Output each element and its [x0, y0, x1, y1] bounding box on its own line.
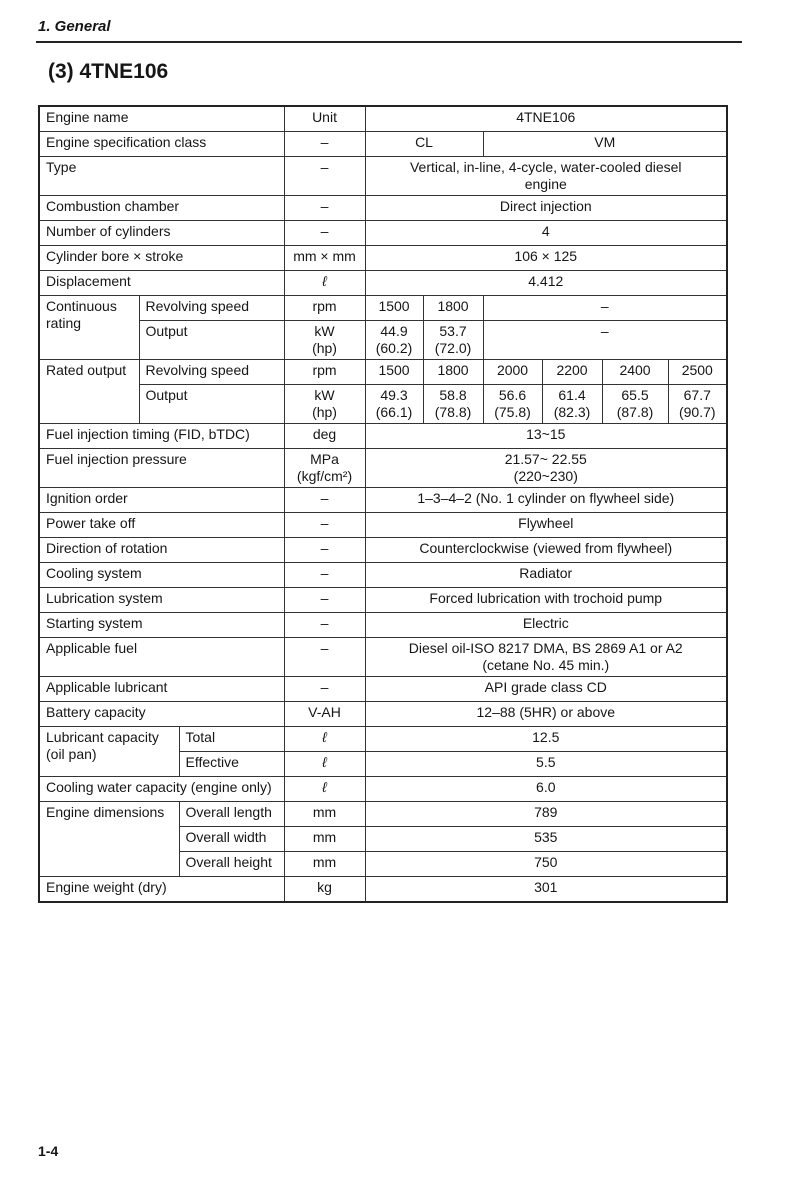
value-line: (72.0)	[434, 340, 472, 356]
value: 1–3–4–2 (No. 1 cylinder on flywheel side)	[365, 488, 727, 513]
value: –	[483, 321, 727, 360]
row-label	[39, 727, 179, 777]
row-label: Applicable fuel	[39, 638, 284, 677]
sub-label: Overall length	[179, 802, 284, 827]
row-label: Battery capacity	[39, 702, 284, 727]
value-line: 21.57~ 22.55	[504, 451, 587, 467]
value	[365, 449, 727, 488]
value	[365, 321, 423, 360]
table-row	[39, 802, 727, 827]
sub-label: Revolving speed	[139, 360, 284, 385]
table-row	[39, 777, 727, 802]
value-line: Vertical, in-line, 4-cycle, water-cooled diesel	[409, 159, 682, 175]
value: 6.0	[365, 777, 727, 802]
unit: –	[284, 638, 365, 677]
row-label: Rated output	[39, 360, 139, 424]
value: 1500	[365, 360, 423, 385]
value: 1800	[423, 296, 483, 321]
value: 2000	[483, 360, 542, 385]
value: 535	[365, 827, 727, 852]
row-label: Type	[39, 157, 284, 196]
header-rule	[36, 41, 742, 43]
value-line: (78.8)	[434, 404, 472, 420]
value: Electric	[365, 613, 727, 638]
value: 2400	[602, 360, 668, 385]
value: 1500	[365, 296, 423, 321]
table-row	[39, 360, 727, 385]
unit-line: MPa	[310, 451, 339, 467]
value: 5.5	[365, 752, 727, 777]
value: 2500	[668, 360, 727, 385]
value-line: (cetane No. 45 min.)	[482, 657, 610, 673]
table-row	[39, 106, 727, 132]
row-label: Cooling system	[39, 563, 284, 588]
unit: –	[284, 613, 365, 638]
unit-line: kW	[314, 323, 335, 339]
sub-label: Total	[179, 727, 284, 752]
value: 12.5	[365, 727, 727, 752]
unit: –	[284, 588, 365, 613]
label-line: Continuous	[46, 298, 117, 314]
label-line: Lubricant capacity	[46, 729, 159, 745]
unit	[284, 449, 365, 488]
unit-line: (kgf/cm²)	[296, 468, 353, 484]
row-label: Direction of rotation	[39, 538, 284, 563]
value: 4.412	[365, 271, 727, 296]
unit-header: Unit	[284, 106, 365, 132]
table-row	[39, 385, 727, 424]
value: Counterclockwise (viewed from flywheel)	[365, 538, 727, 563]
value: 106 × 125	[365, 246, 727, 271]
table-row	[39, 702, 727, 727]
row-label: Engine specification class	[39, 132, 284, 157]
value-line: 53.7	[439, 323, 467, 339]
value	[365, 638, 727, 677]
unit: –	[284, 488, 365, 513]
unit: –	[284, 132, 365, 157]
value: 1800	[423, 360, 483, 385]
sub-label: Output	[139, 321, 284, 360]
value: 2200	[542, 360, 602, 385]
unit: –	[284, 196, 365, 221]
unit: mm	[284, 827, 365, 852]
spec-table	[38, 105, 728, 903]
table-row	[39, 246, 727, 271]
row-label: Engine dimensions	[39, 802, 179, 877]
row-label: Fuel injection timing (FID, bTDC)	[39, 424, 284, 449]
value-line: (220~230)	[513, 468, 578, 484]
sub-label: Overall width	[179, 827, 284, 852]
value: 12–88 (5HR) or above	[365, 702, 727, 727]
table-row	[39, 877, 727, 903]
table-row	[39, 196, 727, 221]
page-title: (3) 4TNE106	[48, 60, 169, 83]
table-row	[39, 513, 727, 538]
value: 301	[365, 877, 727, 903]
value-line: (60.2)	[375, 340, 413, 356]
value	[542, 385, 602, 424]
row-label: Cylinder bore × stroke	[39, 246, 284, 271]
unit: ℓ	[284, 271, 365, 296]
value: 750	[365, 852, 727, 877]
table-row	[39, 727, 727, 752]
table-row	[39, 271, 727, 296]
table-row	[39, 488, 727, 513]
unit: –	[284, 677, 365, 702]
value-line: engine	[524, 176, 567, 192]
unit: –	[284, 157, 365, 196]
row-label: Cooling water capacity (engine only)	[39, 777, 284, 802]
row-label: Combustion chamber	[39, 196, 284, 221]
value: Radiator	[365, 563, 727, 588]
unit: –	[284, 221, 365, 246]
value: Direct injection	[365, 196, 727, 221]
value	[668, 385, 727, 424]
sub-label: Overall height	[179, 852, 284, 877]
unit: mm	[284, 802, 365, 827]
unit: mm	[284, 852, 365, 877]
value-vm: VM	[483, 132, 727, 157]
table-row	[39, 221, 727, 246]
table-row	[39, 638, 727, 677]
unit	[284, 321, 365, 360]
value	[602, 385, 668, 424]
unit: ℓ	[284, 777, 365, 802]
row-label: Number of cylinders	[39, 221, 284, 246]
value-line: (75.8)	[494, 404, 531, 420]
table-row	[39, 613, 727, 638]
value-line: 49.3	[380, 387, 408, 403]
value	[365, 385, 423, 424]
value: –	[483, 296, 727, 321]
value-line: 61.4	[558, 387, 586, 403]
value-line: (82.3)	[553, 404, 591, 420]
label-line: rating	[46, 315, 82, 331]
unit: mm × mm	[284, 246, 365, 271]
row-label: Engine name	[39, 106, 284, 132]
table-row	[39, 563, 727, 588]
table-row	[39, 321, 727, 360]
value-line: 56.6	[498, 387, 527, 403]
value	[423, 385, 483, 424]
sub-label: Effective	[179, 752, 284, 777]
value	[483, 385, 542, 424]
row-label	[39, 296, 139, 360]
value: 4TNE106	[365, 106, 727, 132]
table-row	[39, 157, 727, 196]
unit-line: (hp)	[312, 340, 337, 356]
page-number: 1-4	[38, 1143, 59, 1159]
table-row	[39, 588, 727, 613]
value: 789	[365, 802, 727, 827]
unit: deg	[284, 424, 365, 449]
unit: ℓ	[284, 752, 365, 777]
unit-line: (hp)	[312, 404, 337, 420]
row-label: Applicable lubricant	[39, 677, 284, 702]
value: 13~15	[365, 424, 727, 449]
section-heading: 1. General	[38, 18, 111, 35]
unit: kg	[284, 877, 365, 903]
row-label: Lubrication system	[39, 588, 284, 613]
value: API grade class CD	[365, 677, 727, 702]
value-line: (90.7)	[678, 404, 716, 420]
sub-label: Revolving speed	[139, 296, 284, 321]
unit: V-AH	[284, 702, 365, 727]
value: 4	[365, 221, 727, 246]
unit: –	[284, 538, 365, 563]
unit: –	[284, 563, 365, 588]
value-line: 67.7	[683, 387, 711, 403]
row-label: Ignition order	[39, 488, 284, 513]
row-label: Power take off	[39, 513, 284, 538]
table-row	[39, 677, 727, 702]
table-row	[39, 132, 727, 157]
value-line: (66.1)	[375, 404, 413, 420]
unit-line: kW	[314, 387, 335, 403]
value-line: 44.9	[380, 323, 408, 339]
table-row	[39, 296, 727, 321]
value	[365, 157, 727, 196]
table-row	[39, 449, 727, 488]
row-label: Starting system	[39, 613, 284, 638]
value-line: 65.5	[621, 387, 649, 403]
value: Forced lubrication with trochoid pump	[365, 588, 727, 613]
table-row	[39, 424, 727, 449]
unit: –	[284, 513, 365, 538]
value-cl: CL	[365, 132, 483, 157]
value-line: Diesel oil-ISO 8217 DMA, BS 2869 A1 or A2	[408, 640, 683, 656]
unit: rpm	[284, 296, 365, 321]
table-row	[39, 538, 727, 563]
row-label: Displacement	[39, 271, 284, 296]
sub-label: Output	[139, 385, 284, 424]
label-line: (oil pan)	[46, 746, 97, 762]
value-line: 58.8	[439, 387, 467, 403]
unit: ℓ	[284, 727, 365, 752]
unit	[284, 385, 365, 424]
row-label: Engine weight (dry)	[39, 877, 284, 903]
row-label: Fuel injection pressure	[39, 449, 284, 488]
unit: rpm	[284, 360, 365, 385]
value-line: (87.8)	[616, 404, 654, 420]
value: Flywheel	[365, 513, 727, 538]
value	[423, 321, 483, 360]
